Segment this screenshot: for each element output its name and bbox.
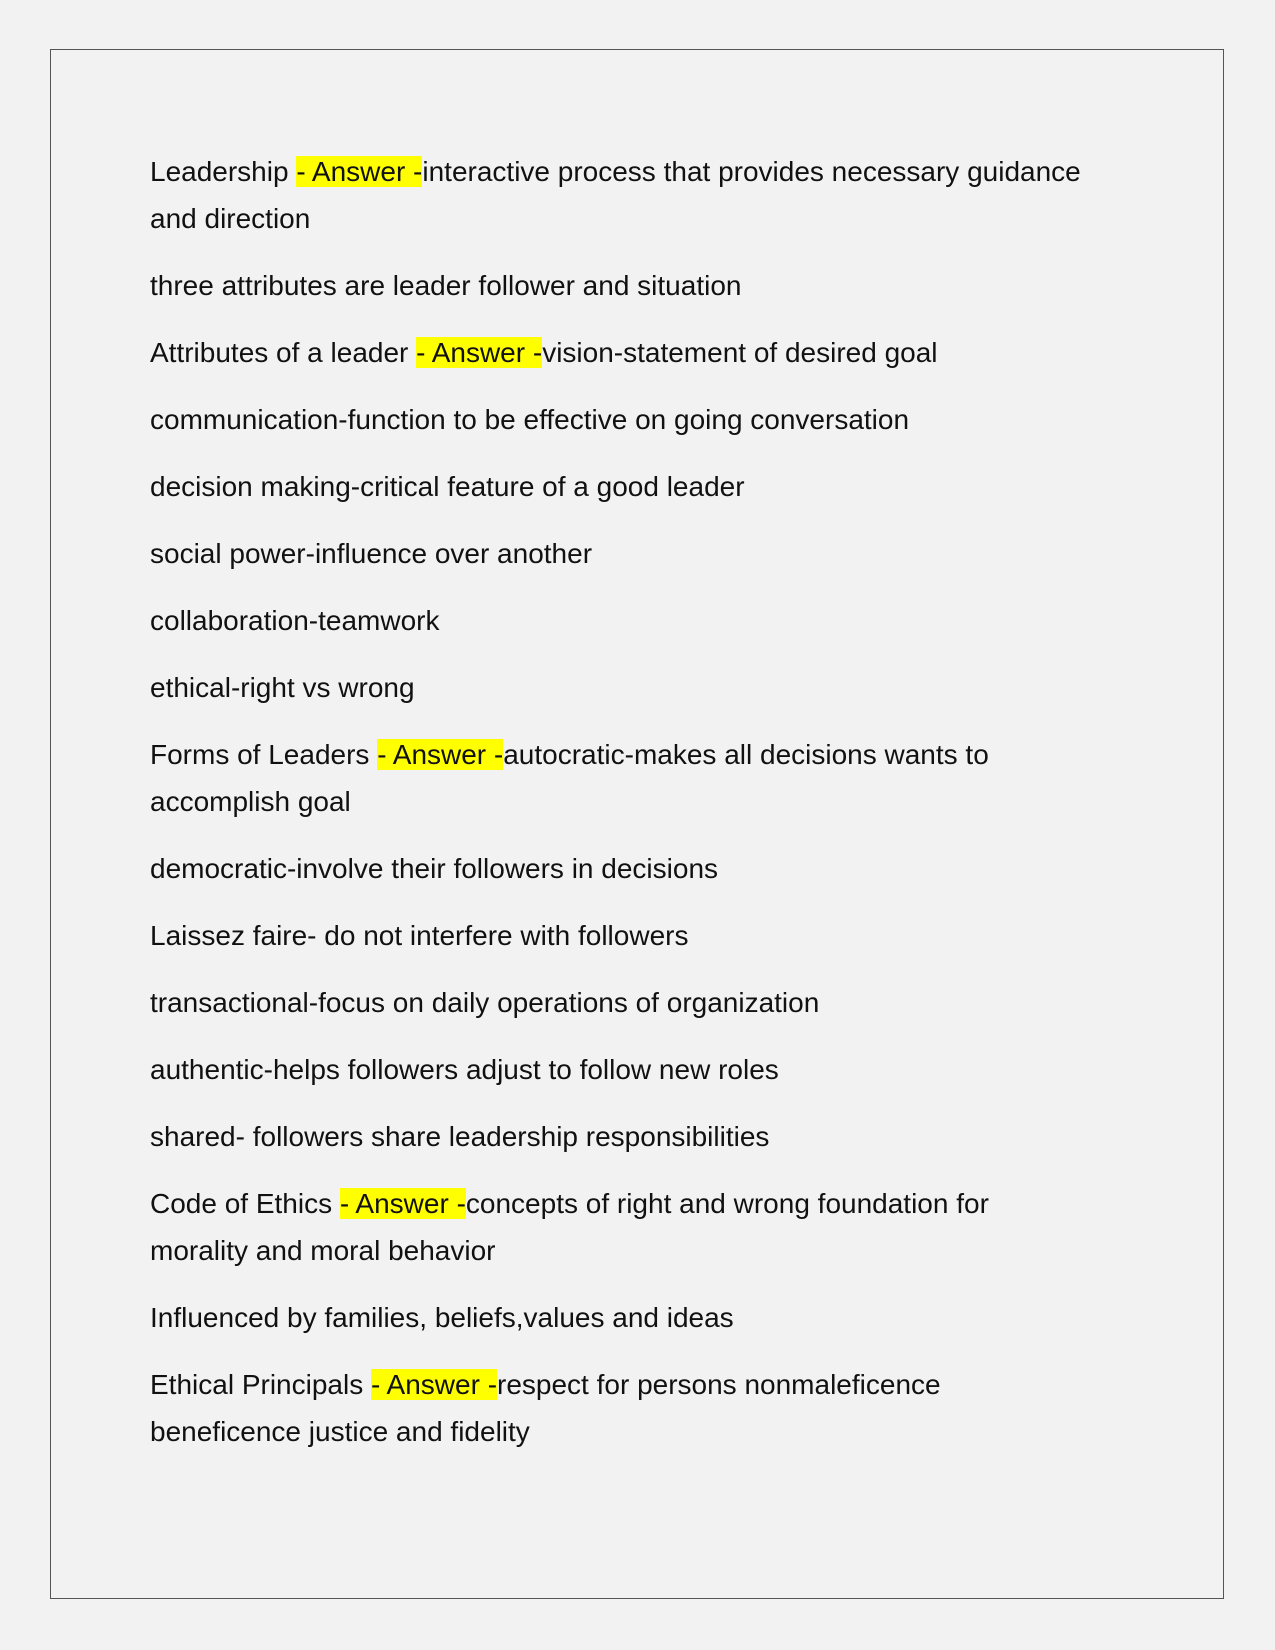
term: Ethical Principals — [150, 1369, 371, 1400]
paragraph-line — [150, 597, 1090, 644]
answer-highlight: - Answer - — [296, 156, 423, 187]
definition: shared- followers share leadership responsibilities — [150, 1121, 770, 1152]
answer-highlight: - Answer - — [370, 1369, 498, 1400]
answer-highlight: - Answer - — [416, 337, 543, 368]
term: Code of Ethics — [150, 1188, 340, 1219]
paragraph-attributes-of-leader — [150, 329, 1090, 376]
paragraph-line — [150, 530, 1090, 577]
definition: interactive process that provides necessary guidance and direction — [150, 156, 1081, 234]
definition: communication-function to be effective on going conversation — [150, 404, 910, 435]
paragraph-line — [150, 396, 1090, 443]
term: Leadership — [150, 156, 297, 187]
answer-highlight: - Answer - — [339, 1188, 466, 1219]
definition: autocratic-makes all decisions wants to accomplish goal — [150, 739, 989, 817]
paragraph-line — [150, 979, 1090, 1026]
definition: authentic-helps followers adjust to follow new roles — [150, 1054, 779, 1085]
paragraph-code-of-ethics — [150, 1180, 1090, 1274]
document-body — [150, 148, 1090, 1475]
definition: respect for persons nonmaleficence beneficence justice and fidelity — [150, 1369, 941, 1447]
paragraph-line — [150, 463, 1090, 510]
definition: vision-statement of desired goal — [542, 337, 938, 368]
paragraph-leadership — [150, 148, 1090, 242]
definition: collaboration-teamwork — [150, 605, 440, 636]
paragraph-line — [150, 1046, 1090, 1093]
definition: Laissez faire- do not interfere with followers — [150, 920, 689, 951]
definition: transactional-focus on daily operations of organization — [150, 987, 820, 1018]
definition: three attributes are leader follower and situation — [150, 270, 742, 301]
term: Attributes of a leader — [150, 337, 417, 368]
paragraph-line — [150, 664, 1090, 711]
paragraph-line — [150, 845, 1090, 892]
definition: ethical-right vs wrong — [150, 672, 415, 703]
paragraph-line — [150, 1294, 1090, 1341]
paragraph-line — [150, 1113, 1090, 1160]
definition: social power-influence over another — [150, 538, 593, 569]
term: Forms of Leaders — [150, 739, 378, 770]
paragraph-forms-of-leaders — [150, 731, 1090, 825]
paragraph-line — [150, 912, 1090, 959]
answer-highlight: - Answer - — [377, 739, 504, 770]
definition: democratic-involve their followers in decisions — [150, 853, 719, 884]
definition: decision making-critical feature of a good leader — [150, 471, 745, 502]
paragraph-line — [150, 262, 1090, 309]
definition: Influenced by families, beliefs,values and ideas — [150, 1302, 734, 1333]
definition: concepts of right and wrong foundation for morality and moral behavior — [150, 1188, 989, 1266]
paragraph-ethical-principals — [150, 1361, 1090, 1455]
